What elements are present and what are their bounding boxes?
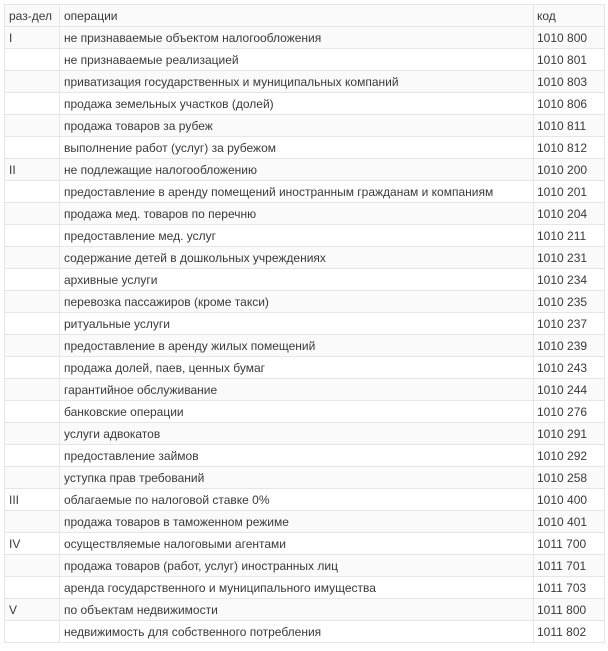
- section-cell: [5, 247, 60, 269]
- section-cell: III: [5, 489, 60, 511]
- table-body: [5, 27, 605, 643]
- operation-cell: ритуальные услуги: [60, 313, 534, 335]
- section-cell: [5, 291, 60, 313]
- operation-cell: не подлежащие налогообложению: [60, 159, 534, 181]
- operation-cell: недвижимость для собственного потребления: [60, 621, 534, 643]
- operation-cell: продажа долей, паев, ценных бумаг: [60, 357, 534, 379]
- operation-cell: банковские операции: [60, 401, 534, 423]
- table-row: [5, 577, 605, 599]
- code-cell: 1010 401: [534, 511, 605, 533]
- operation-cell: осуществляемые налоговыми агентами: [60, 533, 534, 555]
- section-cell: [5, 401, 60, 423]
- table-row: [5, 313, 605, 335]
- table-row: [5, 423, 605, 445]
- operation-cell: продажа товаров (работ, услуг) иностранных лиц: [60, 555, 534, 577]
- operation-cell: предоставление в аренду жилых помещений: [60, 335, 534, 357]
- table-row: [5, 533, 605, 555]
- section-cell: [5, 71, 60, 93]
- code-cell: 1011 703: [534, 577, 605, 599]
- section-cell: [5, 93, 60, 115]
- operation-cell: гарантийное обслуживание: [60, 379, 534, 401]
- section-cell: I: [5, 27, 60, 49]
- table-row: [5, 203, 605, 225]
- code-cell: 1010 258: [534, 467, 605, 489]
- code-cell: 1010 803: [534, 71, 605, 93]
- operation-cell: не признаваемые реализацией: [60, 49, 534, 71]
- operation-cell: архивные услуги: [60, 269, 534, 291]
- section-cell: II: [5, 159, 60, 181]
- table-row: [5, 335, 605, 357]
- code-cell: 1010 235: [534, 291, 605, 313]
- table-row: [5, 71, 605, 93]
- operation-cell: содержание детей в дошкольных учреждениях: [60, 247, 534, 269]
- section-cell: [5, 49, 60, 71]
- table-row: [5, 555, 605, 577]
- code-cell: 1010 234: [534, 269, 605, 291]
- operation-cell: не признаваемые объектом налогообложения: [60, 27, 534, 49]
- table-row: [5, 379, 605, 401]
- operation-cell: предоставление займов: [60, 445, 534, 467]
- section-cell: [5, 203, 60, 225]
- section-cell: [5, 225, 60, 247]
- table-row: [5, 357, 605, 379]
- table-row: [5, 225, 605, 247]
- code-cell: 1011 700: [534, 533, 605, 555]
- table-row: [5, 445, 605, 467]
- section-cell: [5, 577, 60, 599]
- code-cell: 1010 292: [534, 445, 605, 467]
- section-cell: [5, 423, 60, 445]
- operation-cell: приватизация государственных и муниципальных компаний: [60, 71, 534, 93]
- code-cell: 1010 243: [534, 357, 605, 379]
- header-code: код: [534, 5, 605, 27]
- code-cell: 1010 812: [534, 137, 605, 159]
- section-cell: [5, 115, 60, 137]
- section-cell: [5, 511, 60, 533]
- table-row: [5, 401, 605, 423]
- operation-cell: аренда государственного и муниципального имущества: [60, 577, 534, 599]
- table-row: [5, 599, 605, 621]
- table-row: [5, 115, 605, 137]
- code-cell: 1011 701: [534, 555, 605, 577]
- header-section: раз-дел: [5, 5, 60, 27]
- code-cell: 1010 811: [534, 115, 605, 137]
- code-cell: 1010 244: [534, 379, 605, 401]
- section-cell: [5, 467, 60, 489]
- section-cell: [5, 137, 60, 159]
- operation-cell: услуги адвокатов: [60, 423, 534, 445]
- section-cell: [5, 621, 60, 643]
- section-cell: [5, 357, 60, 379]
- table-row: [5, 489, 605, 511]
- table-row: [5, 27, 605, 49]
- code-cell: 1010 204: [534, 203, 605, 225]
- header-row: [5, 5, 605, 27]
- code-cell: 1010 239: [534, 335, 605, 357]
- code-cell: 1010 800: [534, 27, 605, 49]
- code-cell: 1011 802: [534, 621, 605, 643]
- operation-cell: облагаемые по налоговой ставке 0%: [60, 489, 534, 511]
- table-row: [5, 511, 605, 533]
- operation-cell: предоставление в аренду помещений иностранным гражданам и компаниям: [60, 181, 534, 203]
- code-cell: 1010 211: [534, 225, 605, 247]
- code-cell: 1010 806: [534, 93, 605, 115]
- code-cell: 1010 200: [534, 159, 605, 181]
- operation-cell: по объектам недвижимости: [60, 599, 534, 621]
- operation-cell: продажа мед. товаров по перечню: [60, 203, 534, 225]
- operation-cell: продажа земельных участков (долей): [60, 93, 534, 115]
- operations-code-table: [4, 4, 605, 643]
- table-row: [5, 621, 605, 643]
- section-cell: [5, 269, 60, 291]
- code-cell: 1010 237: [534, 313, 605, 335]
- code-cell: 1011 800: [534, 599, 605, 621]
- section-cell: IV: [5, 533, 60, 555]
- section-cell: V: [5, 599, 60, 621]
- operation-cell: перевозка пассажиров (кроме такси): [60, 291, 534, 313]
- table-row: [5, 137, 605, 159]
- table-header: [5, 5, 605, 27]
- table-row: [5, 291, 605, 313]
- section-cell: [5, 313, 60, 335]
- table-row: [5, 159, 605, 181]
- operation-cell: уступка прав требований: [60, 467, 534, 489]
- operation-cell: продажа товаров в таможенном режиме: [60, 511, 534, 533]
- table-row: [5, 467, 605, 489]
- operation-cell: предоставление мед. услуг: [60, 225, 534, 247]
- code-cell: 1010 201: [534, 181, 605, 203]
- section-cell: [5, 555, 60, 577]
- section-cell: [5, 181, 60, 203]
- code-cell: 1010 231: [534, 247, 605, 269]
- code-cell: 1010 291: [534, 423, 605, 445]
- table-row: [5, 247, 605, 269]
- section-cell: [5, 445, 60, 467]
- table-row: [5, 93, 605, 115]
- code-cell: 1010 400: [534, 489, 605, 511]
- header-operations: операции: [60, 5, 534, 27]
- table-row: [5, 49, 605, 71]
- section-cell: [5, 335, 60, 357]
- operation-cell: продажа товаров за рубеж: [60, 115, 534, 137]
- table-row: [5, 181, 605, 203]
- code-cell: 1010 276: [534, 401, 605, 423]
- code-cell: 1010 801: [534, 49, 605, 71]
- section-cell: [5, 379, 60, 401]
- table-row: [5, 269, 605, 291]
- operation-cell: выполнение работ (услуг) за рубежом: [60, 137, 534, 159]
